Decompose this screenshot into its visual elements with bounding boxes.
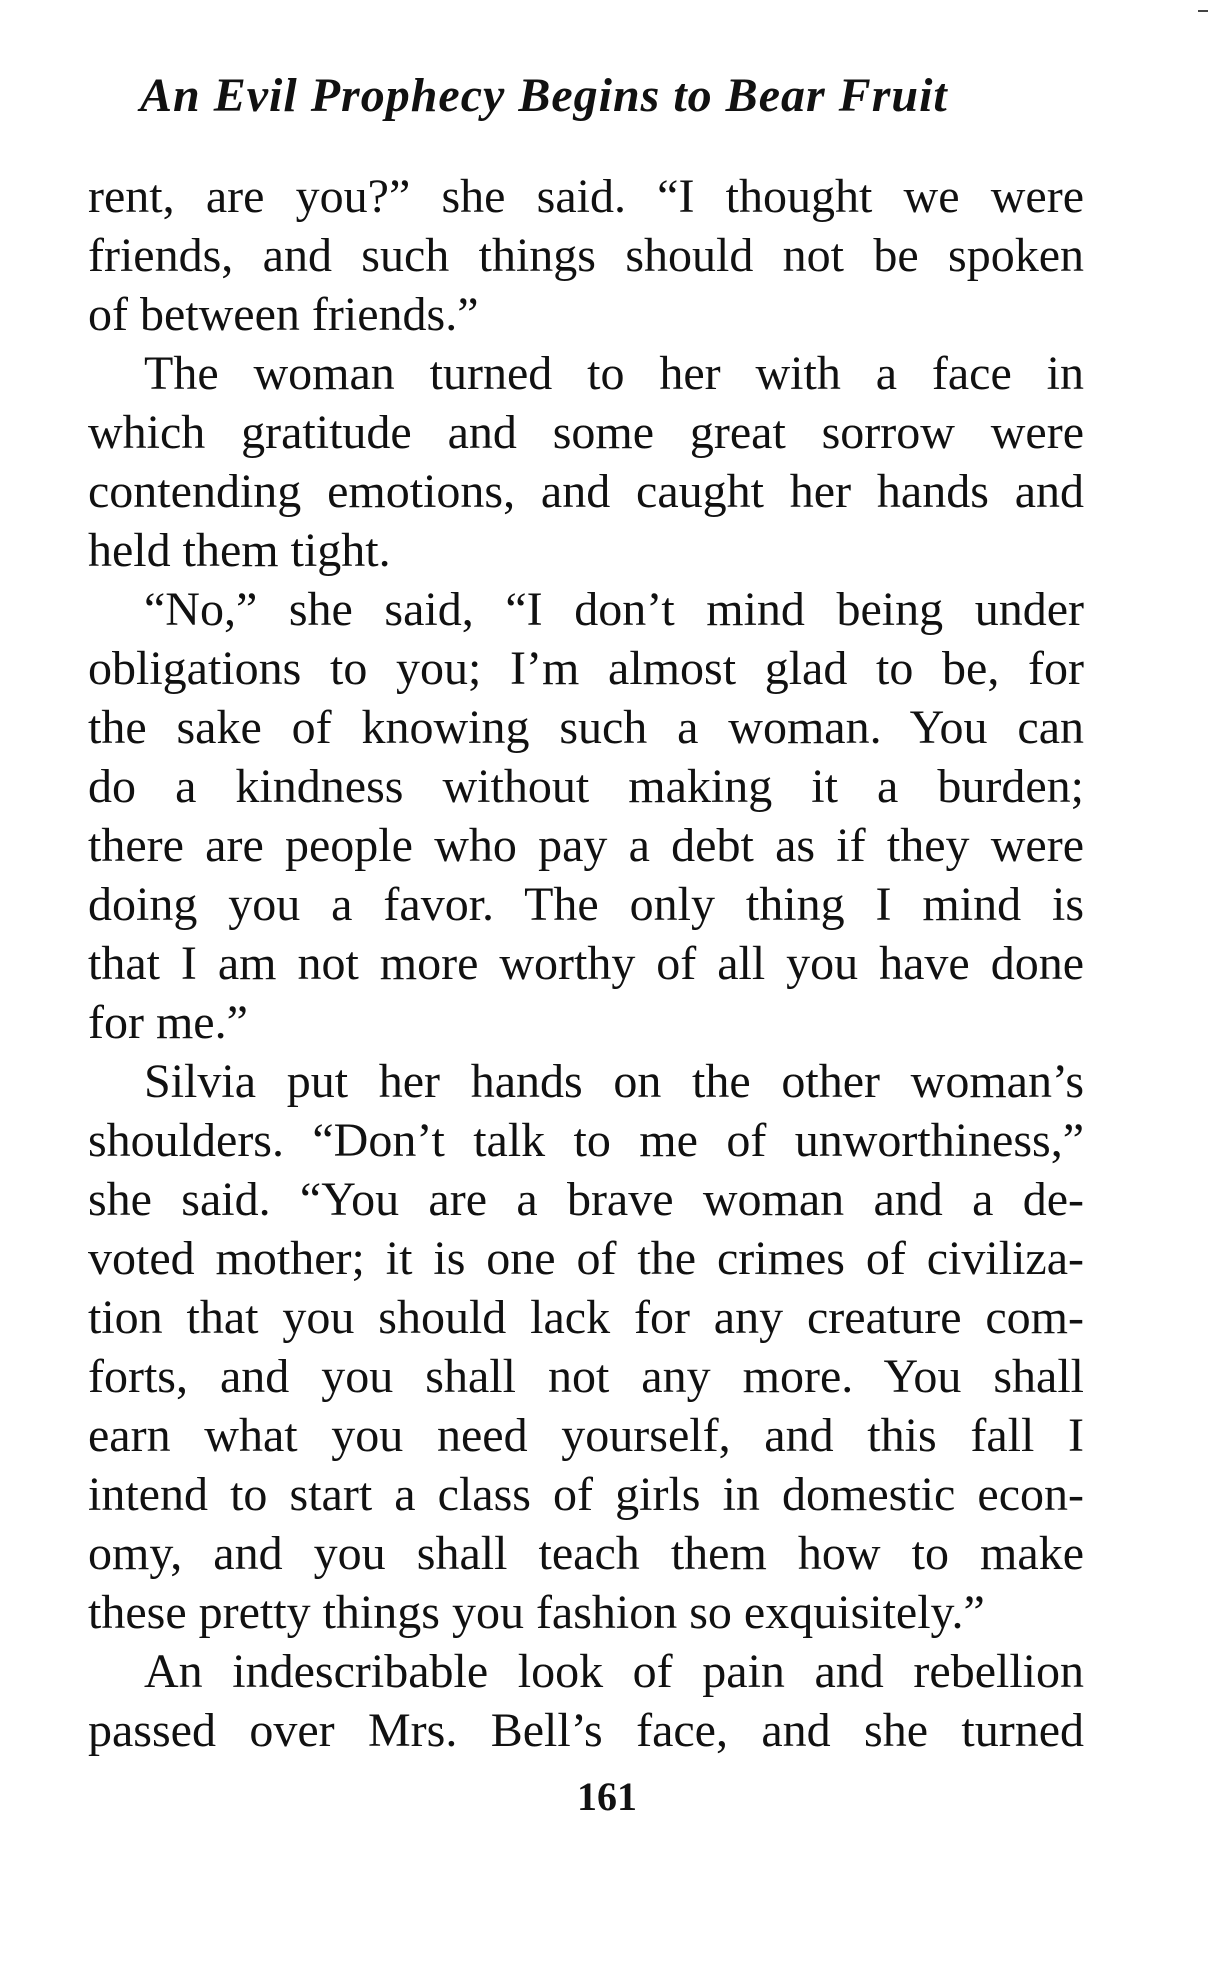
edge-mark	[1198, 10, 1208, 12]
text-line: intend to start a class of girls in domestic econ-	[88, 1468, 1084, 1521]
text-line: doing you a favor. The only thing I mind is	[88, 878, 1084, 931]
text-line: shoulders. “Don’t talk to me of unworthiness,”	[88, 1114, 1084, 1167]
text-line: The woman turned to her with a face in	[144, 347, 1084, 400]
body-text	[88, 167, 1084, 1760]
text-line: for me.”	[88, 996, 248, 1049]
text-line: which gratitude and some great sorrow were	[88, 406, 1084, 459]
text-line: obligations to you; I’m almost glad to be, for	[88, 642, 1084, 695]
text-line: she said. “You are a brave woman and a de-	[88, 1173, 1084, 1226]
text-line: omy, and you shall teach them how to make	[88, 1527, 1084, 1580]
text-line: voted mother; it is one of the crimes of civiliza-	[88, 1232, 1084, 1285]
text-line: these pretty things you fashion so exquisitely.”	[88, 1586, 985, 1639]
text-line: held them tight.	[88, 524, 391, 577]
text-line: forts, and you shall not any more. You shall	[88, 1350, 1084, 1403]
text-line: earn what you need yourself, and this fall I	[88, 1409, 1084, 1462]
text-line: passed over Mrs. Bell’s face, and she turned	[88, 1704, 1084, 1757]
text-line: tion that you should lack for any creature com-	[88, 1291, 1084, 1344]
page-number: 161	[577, 1774, 637, 1819]
text-line: Silvia put her hands on the other woman’s	[144, 1055, 1084, 1108]
text-line: rent, are you?” she said. “I thought we were	[88, 170, 1084, 223]
text-line: An indescribable look of pain and rebellion	[144, 1645, 1084, 1698]
text-line: “No,” she said, “I don’t mind being under	[144, 583, 1084, 636]
text-line: contending emotions, and caught her hands and	[88, 465, 1084, 518]
text-line: of between friends.”	[88, 288, 479, 341]
text-line: there are people who pay a debt as if they were	[88, 819, 1084, 872]
text-line: that I am not more worthy of all you have done	[88, 937, 1084, 990]
text-line: friends, and such things should not be spoken	[88, 229, 1084, 282]
text-line: do a kindness without making it a burden;	[88, 760, 1084, 813]
running-head: An Evil Prophecy Begins to Bear Fruit	[140, 69, 948, 122]
text-line: the sake of knowing such a woman. You can	[88, 701, 1084, 754]
